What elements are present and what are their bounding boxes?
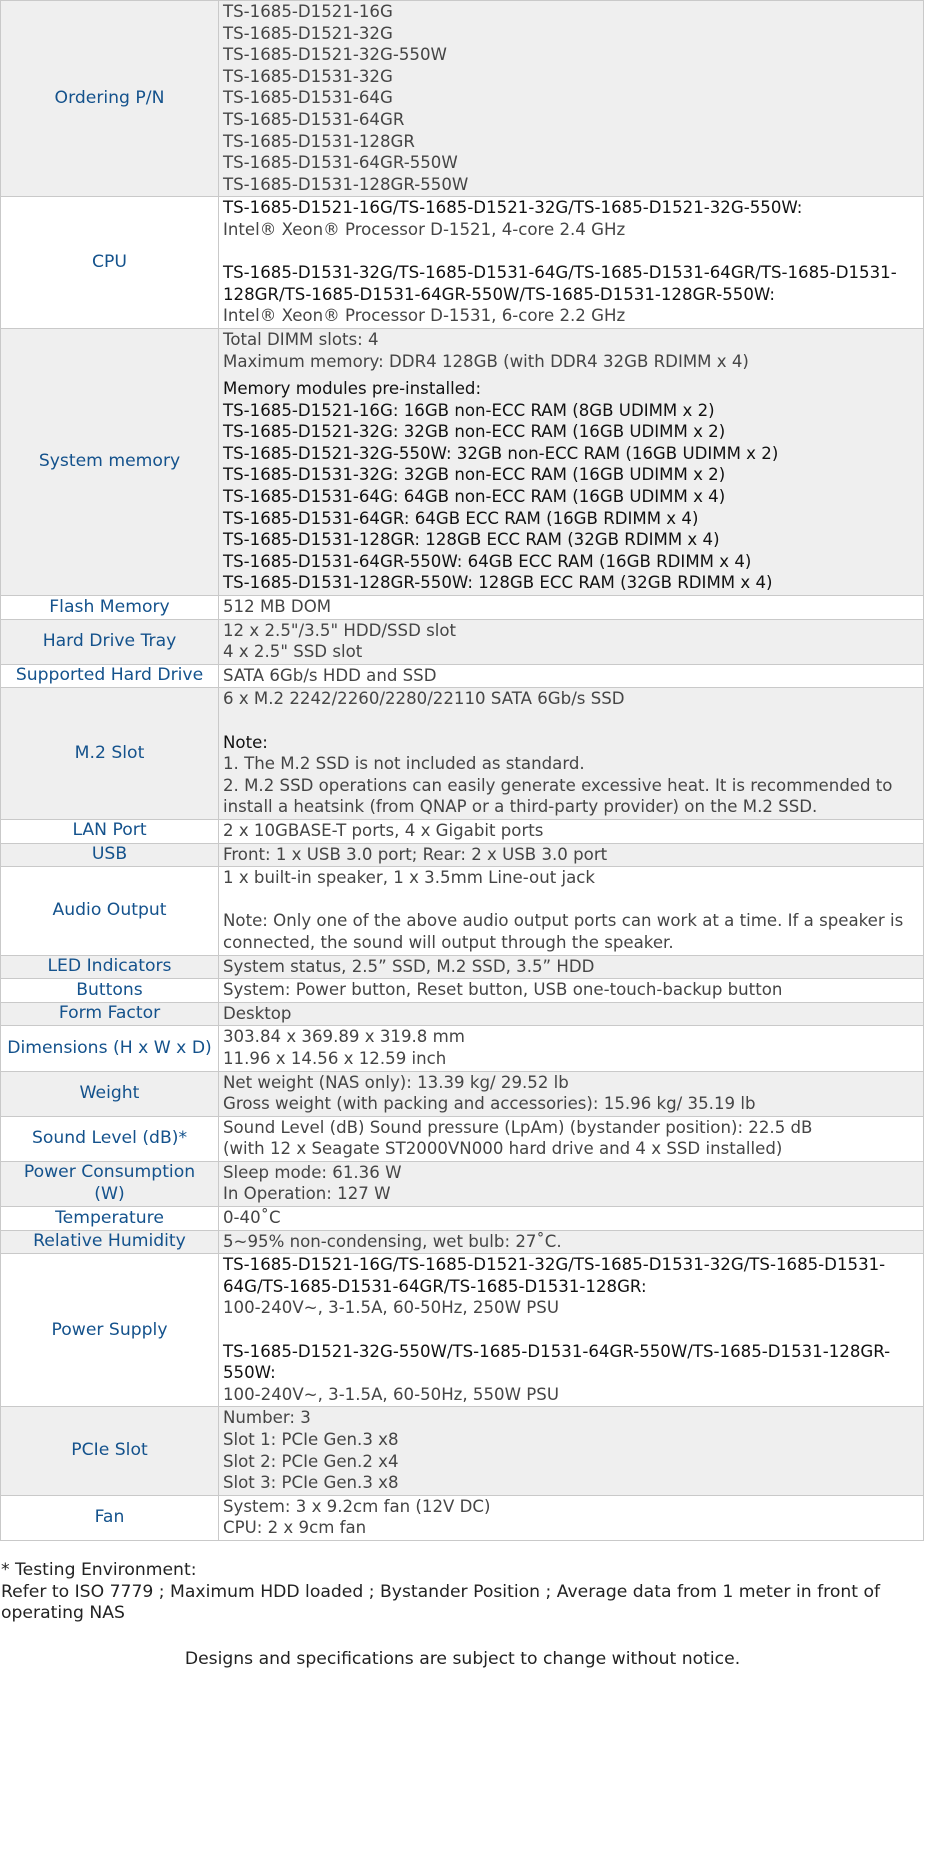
spec-row bbox=[1, 1116, 924, 1161]
spec-label: USB bbox=[1, 843, 219, 867]
spec-value-line: 2. M.2 SSD operations can easily generate excessive heat. It is recommended to bbox=[223, 775, 893, 795]
spec-value bbox=[219, 1230, 924, 1254]
spec-table-body bbox=[1, 1, 924, 1541]
spec-value-line: Front: 1 x USB 3.0 port; Rear: 2 x USB 3.0 port bbox=[223, 844, 608, 864]
spec-value bbox=[219, 1026, 924, 1071]
spec-value-line: 0-40˚C bbox=[223, 1208, 281, 1228]
spec-value bbox=[219, 1207, 924, 1231]
spec-label: System memory bbox=[1, 328, 219, 595]
spec-value-line: Slot 3: PCIe Gen.3 x8 bbox=[223, 1473, 399, 1493]
spec-value-line: Total DIMM slots: 4 bbox=[223, 329, 379, 349]
spec-value-line: Slot 2: PCIe Gen.2 x4 bbox=[223, 1451, 399, 1471]
spec-value bbox=[219, 197, 924, 329]
spec-label: Relative Humidity bbox=[1, 1230, 219, 1254]
spec-value bbox=[219, 867, 924, 955]
spec-value-line: 12 x 2.5"/3.5" HDD/SSD slot bbox=[223, 620, 457, 640]
spec-value-line: connected, the sound will output through the speaker. bbox=[223, 932, 674, 952]
spec-row bbox=[1, 979, 924, 1003]
spec-value-line: TS-1685-D1521-32G-550W/TS-1685-D1531-64GR-550W/TS-1685-D1531-128GR- bbox=[223, 1341, 891, 1361]
spec-row bbox=[1, 688, 924, 820]
spec-value-line: 4 x 2.5" SSD slot bbox=[223, 642, 363, 662]
spec-row bbox=[1, 197, 924, 329]
spec-value bbox=[219, 596, 924, 620]
spec-value-line: TS-1685-D1531-32G bbox=[223, 66, 393, 86]
spec-value bbox=[219, 619, 924, 664]
spec-value-line: TS-1685-D1531-64G: 64GB non-ECC RAM (16GB UDIMM x 4) bbox=[223, 487, 726, 507]
spec-row bbox=[1, 1, 924, 197]
spec-value-line: System: Power button, Reset button, USB one-touch-backup button bbox=[223, 980, 783, 1000]
spec-label: LED Indicators bbox=[1, 955, 219, 979]
spec-label: PCIe Slot bbox=[1, 1407, 219, 1495]
spec-row bbox=[1, 619, 924, 664]
spec-row bbox=[1, 867, 924, 955]
spec-row bbox=[1, 819, 924, 843]
spec-value-line: 64G/TS-1685-D1531-64GR/TS-1685-D1531-128GR: bbox=[223, 1276, 647, 1296]
spec-value-line: TS-1685-D1521-16G/TS-1685-D1521-32G/TS-1685-D1531-32G/TS-1685-D1531- bbox=[223, 1255, 886, 1275]
spec-label: Power Supply bbox=[1, 1254, 219, 1407]
spec-value-line: TS-1685-D1521-32G-550W: 32GB non-ECC RAM (16GB UDIMM x 2) bbox=[223, 443, 779, 463]
spec-value bbox=[219, 1, 924, 197]
spec-value-line: TS-1685-D1521-16G: 16GB non-ECC RAM (8GB UDIMM x 2) bbox=[223, 400, 715, 420]
spec-value bbox=[219, 1407, 924, 1495]
spacer bbox=[223, 1319, 919, 1341]
spec-label: Form Factor bbox=[1, 1002, 219, 1026]
spec-value-line: (with 12 x Seagate ST2000VN000 hard drive and 4 x SSD installed) bbox=[223, 1139, 783, 1159]
spec-value bbox=[219, 843, 924, 867]
spec-value-line: TS-1685-D1531-128GR: 128GB ECC RAM (32GB RDIMM x 4) bbox=[223, 530, 720, 550]
spec-value-line: 303.84 x 369.89 x 319.8 mm bbox=[223, 1027, 465, 1047]
testing-environment-footnote bbox=[0, 1560, 925, 1625]
spec-value-line: TS-1685-D1531-64G bbox=[223, 88, 393, 108]
spec-value-line: Desktop bbox=[223, 1003, 292, 1023]
spec-label: Power Consumption (W) bbox=[1, 1161, 219, 1206]
spec-row bbox=[1, 328, 924, 595]
spec-row bbox=[1, 1230, 924, 1254]
spec-value bbox=[219, 328, 924, 595]
spec-row bbox=[1, 596, 924, 620]
spec-row bbox=[1, 1071, 924, 1116]
spec-row bbox=[1, 1026, 924, 1071]
spec-label: Supported Hard Drive bbox=[1, 664, 219, 688]
spec-value bbox=[219, 819, 924, 843]
spec-label: Dimensions (H x W x D) bbox=[1, 1026, 219, 1071]
spec-value-line: Memory modules pre-installed: bbox=[223, 379, 482, 399]
spec-value-line: TS-1685-D1521-32G-550W bbox=[223, 45, 447, 65]
spec-value-line: Net weight (NAS only): 13.39 kg/ 29.52 lb bbox=[223, 1072, 569, 1092]
spec-value-line: TS-1685-D1531-32G: 32GB non-ECC RAM (16GB UDIMM x 2) bbox=[223, 465, 726, 485]
spec-value-line: SATA 6Gb/s HDD and SSD bbox=[223, 665, 437, 685]
spec-label: Flash Memory bbox=[1, 596, 219, 620]
spec-value-line: TS-1685-D1531-32G/TS-1685-D1531-64G/TS-1685-D1531-64GR/TS-1685-D1531- bbox=[223, 263, 897, 283]
spec-value-line: CPU: 2 x 9cm fan bbox=[223, 1518, 367, 1538]
spec-value-line: Intel® Xeon® Processor D-1531, 6-core 2.2 GHz bbox=[223, 306, 626, 326]
spec-value-line: TS-1685-D1521-16G/TS-1685-D1521-32G/TS-1685-D1521-32G-550W: bbox=[223, 198, 803, 218]
spec-label: Buttons bbox=[1, 979, 219, 1003]
footnote-title: * Testing Environment: bbox=[1, 1559, 197, 1580]
spec-value-line: 550W: bbox=[223, 1363, 276, 1383]
spec-value-line: 5~95% non-condensing, wet bulb: 27˚C. bbox=[223, 1231, 562, 1251]
spec-value-line: TS-1685-D1531-64GR-550W: 64GB ECC RAM (16GB RDIMM x 4) bbox=[223, 551, 752, 571]
spec-row bbox=[1, 843, 924, 867]
spec-value-line: Note: bbox=[223, 732, 268, 752]
spec-row bbox=[1, 1254, 924, 1407]
spec-row bbox=[1, 955, 924, 979]
spec-value-line: In Operation: 127 W bbox=[223, 1184, 391, 1204]
spec-row bbox=[1, 1407, 924, 1495]
spec-value-line: 1 x built-in speaker, 1 x 3.5mm Line-out jack bbox=[223, 868, 596, 888]
spec-value bbox=[219, 1116, 924, 1161]
spacer bbox=[223, 710, 919, 732]
spec-value-line: TS-1685-D1521-32G: 32GB non-ECC RAM (16GB UDIMM x 2) bbox=[223, 422, 726, 442]
spec-value bbox=[219, 688, 924, 820]
spec-label: Weight bbox=[1, 1071, 219, 1116]
spec-row bbox=[1, 1207, 924, 1231]
spec-value bbox=[219, 979, 924, 1003]
spec-value-line: 2 x 10GBASE-T ports, 4 x Gigabit ports bbox=[223, 820, 544, 840]
spec-value bbox=[219, 955, 924, 979]
spec-value-line: 100-240V~, 3-1.5A, 60-50Hz, 550W PSU bbox=[223, 1384, 559, 1404]
spec-value-line: Note: Only one of the above audio output ports can work at a time. If a speaker is bbox=[223, 911, 904, 931]
spec-label: Fan bbox=[1, 1495, 219, 1540]
spec-value-line: Maximum memory: DDR4 128GB (with DDR4 32GB RDIMM x 4) bbox=[223, 351, 749, 371]
spec-row bbox=[1, 664, 924, 688]
spec-label: M.2 Slot bbox=[1, 688, 219, 820]
spec-value-line: 100-240V~, 3-1.5A, 60-50Hz, 250W PSU bbox=[223, 1298, 559, 1318]
spec-value bbox=[219, 1495, 924, 1540]
spec-value-line: Slot 1: PCIe Gen.3 x8 bbox=[223, 1430, 399, 1449]
spec-label: LAN Port bbox=[1, 819, 219, 843]
spec-label: Sound Level (dB)* bbox=[1, 1116, 219, 1161]
spec-value bbox=[219, 1002, 924, 1026]
spec-label: Audio Output bbox=[1, 867, 219, 955]
footnote-line: Refer to ISO 7779 ; Maximum HDD loaded ; Bystander Position ; Average data from 1 meter in front of bbox=[1, 1581, 881, 1602]
spec-row bbox=[1, 1002, 924, 1026]
spec-value bbox=[219, 1071, 924, 1116]
spacer bbox=[223, 889, 919, 911]
spec-value-line: 1. The M.2 SSD is not included as standard. bbox=[223, 754, 585, 774]
spec-value-line: install a heatsink (from QNAP or a third-party provider) on the M.2 SSD. bbox=[223, 797, 818, 817]
spec-value bbox=[219, 1161, 924, 1206]
spec-value-line: Sleep mode: 61.36 W bbox=[223, 1162, 402, 1182]
spec-value-line: TS-1685-D1531-128GR-550W: 128GB ECC RAM (32GB RDIMM x 4) bbox=[223, 573, 773, 593]
spec-value-line: TS-1685-D1531-64GR-550W bbox=[223, 153, 458, 173]
spec-value-line: System status, 2.5” SSD, M.2 SSD, 3.5” HDD bbox=[223, 956, 595, 976]
spec-value-line: TS-1685-D1521-16G bbox=[223, 2, 393, 21]
spec-value-line: TS-1685-D1531-128GR-550W bbox=[223, 174, 469, 194]
spec-label: CPU bbox=[1, 197, 219, 329]
spec-label: Ordering P/N bbox=[1, 1, 219, 197]
spec-row bbox=[1, 1495, 924, 1540]
spec-value-line: 128GR/TS-1685-D1531-64GR-550W/TS-1685-D1531-128GR-550W: bbox=[223, 284, 775, 304]
spec-value-line: 11.96 x 14.56 x 12.59 inch bbox=[223, 1048, 447, 1068]
spec-value-line: 6 x M.2 2242/2260/2280/22110 SATA 6Gb/s SSD bbox=[223, 689, 625, 709]
spec-value-line: Intel® Xeon® Processor D-1521, 4-core 2.4 GHz bbox=[223, 219, 626, 239]
spacer bbox=[223, 241, 919, 263]
spec-value-line: System: 3 x 9.2cm fan (12V DC) bbox=[223, 1496, 491, 1516]
spec-value bbox=[219, 1254, 924, 1407]
spec-value-line: Number: 3 bbox=[223, 1408, 311, 1428]
spec-value-line: TS-1685-D1531-128GR bbox=[223, 131, 415, 151]
spec-label: Hard Drive Tray bbox=[1, 619, 219, 664]
spec-row bbox=[1, 1161, 924, 1206]
spec-value-line: 512 MB DOM bbox=[223, 597, 332, 617]
spec-value-line: TS-1685-D1531-64GR bbox=[223, 109, 405, 129]
spec-value-line: Gross weight (with packing and accessories): 15.96 kg/ 35.19 lb bbox=[223, 1094, 756, 1114]
spec-value-line: TS-1685-D1531-64GR: 64GB ECC RAM (16GB RDIMM x 4) bbox=[223, 508, 699, 528]
footnote-line: operating NAS bbox=[1, 1603, 125, 1624]
spec-label: Temperature bbox=[1, 1207, 219, 1231]
spec-value-line: TS-1685-D1521-32G bbox=[223, 23, 393, 43]
spec-value-line: Sound Level (dB) Sound pressure (LpAm) (bystander position): 22.5 dB bbox=[223, 1117, 813, 1137]
spec-value bbox=[219, 664, 924, 688]
disclaimer: Designs and specifications are subject to change without notice. bbox=[184, 1648, 741, 1669]
